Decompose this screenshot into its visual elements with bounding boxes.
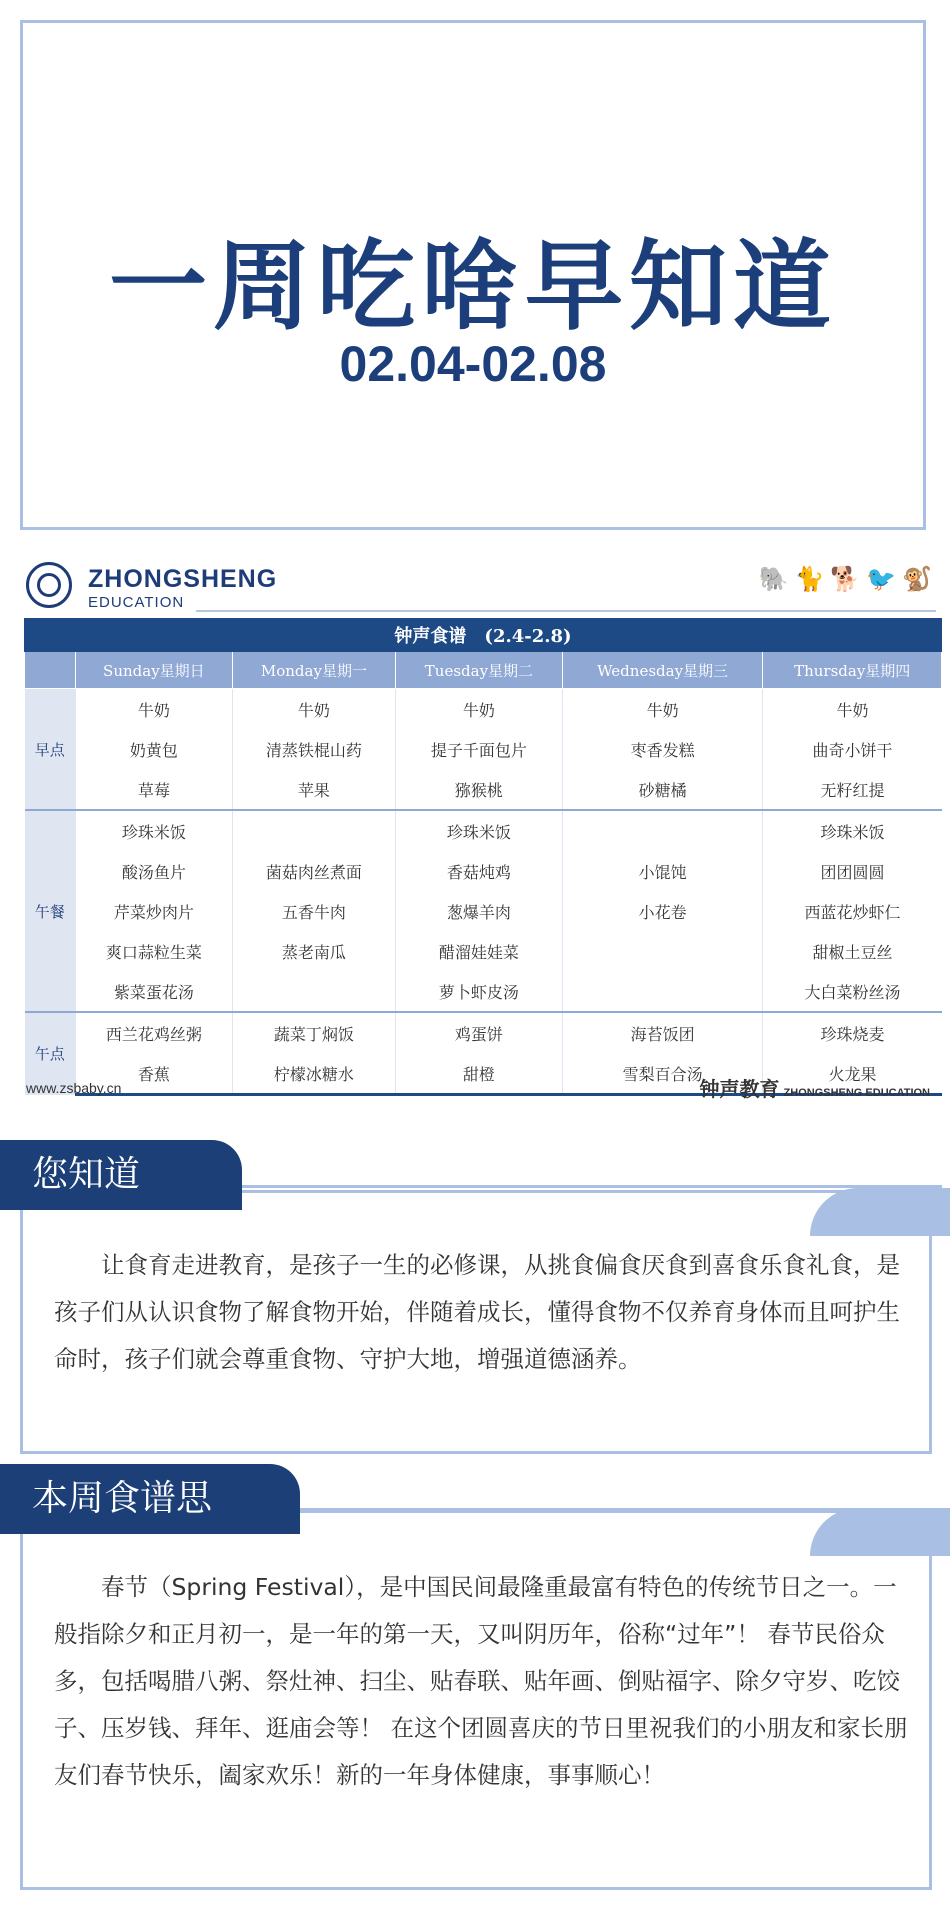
menu-cell: 草莓 [76,769,233,810]
menu-cell: 雪梨百合汤 [562,1053,763,1095]
menu-cell: 甜橙 [396,1053,563,1095]
menu-cell: 牛奶 [396,689,563,730]
header-corner [25,652,76,689]
corner-decoration [810,1508,950,1556]
menu-cell: 香菇炖鸡 [396,851,563,891]
day-header: Wednesday星期三 [562,652,763,689]
menu-cell: 芹菜炒肉片 [76,891,233,931]
menu-cell: 西兰花鸡丝粥 [76,1012,233,1053]
table-row [25,1012,942,1053]
menu-cell: 蒸老南瓜 [232,931,395,971]
menu-cell [562,971,763,1012]
section-title-menu-idea: 本周食谱思路： [0,1464,300,1534]
menu-cell [232,971,395,1012]
table-row [25,851,942,891]
menu-cell: 砂糖橘 [562,769,763,810]
website-link[interactable]: www.zsbaby.cn [26,1080,122,1096]
menu-cell: 珍珠烧麦 [763,1012,942,1053]
corner-decoration [810,1188,950,1236]
menu-cell: 曲奇小饼干 [763,729,942,769]
table-row [25,810,942,851]
divider [300,1508,942,1511]
menu-cell: 珍珠米饭 [76,810,233,851]
menu-cell: 葱爆羊肉 [396,891,563,931]
menu-image [20,540,942,1120]
menu-idea-text: 春节（Spring Festival），是中国民间最隆重最富有特色的传统节日之一。一般指除夕和正月初一，是一年的第一天，又叫阴历年，俗称“过年”！ 春节民俗众多，包括喝腊八粥、祭灶神、扫尘、贴春联、贴年画、倒贴福字、除夕守岁、吃饺子、压岁钱、拜年、逛庙会等！ 在这个团圆喜庆的节日里祝我们的小朋友和家长朋友们春节快乐，阖家欢乐！新的一年身体健康，事事顺心！ [54,1573,908,1789]
meal-label: 午点 [25,1012,76,1095]
day-header: Thursday星期四 [763,652,942,689]
meal-label: 午餐 [25,810,76,1012]
cat-icon: 🐈 [794,565,825,593]
brand-sub: EDUCATION [88,594,185,611]
elephant-icon: 🐘 [758,565,789,593]
menu-cell [562,931,763,971]
menu-cell: 猕猴桃 [396,769,563,810]
menu-cell: 西蓝花炒虾仁 [763,891,942,931]
menu-cell: 大白菜粉丝汤 [763,971,942,1012]
menu-cell: 牛奶 [562,689,763,730]
day-header: Tuesday星期二 [396,652,563,689]
date-range: 02.04-02.08 [339,336,607,392]
table-row [25,891,942,931]
menu-cell: 紫菜蛋花汤 [76,971,233,1012]
menu-cell: 甜椒土豆丝 [763,931,942,971]
table-row [25,769,942,810]
menu-cell: 醋溜娃娃菜 [396,931,563,971]
table-row [25,931,942,971]
menu-cell: 小花卷 [562,891,763,931]
menu-cell [562,810,763,851]
menu-table [24,618,942,1096]
menu-cell: 海苔饭团 [562,1012,763,1053]
menu-cell: 清蒸铁棍山药 [232,729,395,769]
menu-cell: 枣香发糕 [562,729,763,769]
day-header: Monday星期一 [232,652,395,689]
bird-icon: 🐦 [866,565,897,593]
meal-label: 早点 [25,689,76,811]
menu-caption: 钟声食谱 (2.4-2.8) [25,619,942,652]
logo-row [20,552,942,612]
dog-icon: 🐕 [830,565,861,593]
menu-cell: 火龙果 [763,1053,942,1095]
table-row [25,729,942,769]
day-header: Sunday星期日 [76,652,233,689]
menu-cell: 苹果 [232,769,395,810]
menu-cell: 酸汤鱼片 [76,851,233,891]
menu-cell: 香蕉 [76,1053,233,1095]
menu-cell: 珍珠米饭 [396,810,563,851]
menu-cell: 爽口蒜粒生菜 [76,931,233,971]
menu-cell: 萝卜虾皮汤 [396,971,563,1012]
menu-cell: 五香牛肉 [232,891,395,931]
page-title: 一周吃啥早知道 [108,230,837,344]
menu-cell: 菌菇肉丝煮面 [232,851,395,891]
menu-cell: 柠檬冰糖水 [232,1053,395,1095]
menu-cell: 无籽红提 [763,769,942,810]
divider [196,610,936,612]
monkey-icon: 🐒 [902,565,932,593]
menu-cell: 提子千面包片 [396,729,563,769]
menu-cell: 牛奶 [763,689,942,730]
menu-cell: 小馄饨 [562,851,763,891]
menu-cell: 蔬菜丁焖饭 [232,1012,395,1053]
menu-cell: 珍珠米饭 [763,810,942,851]
brand-name: ZHONGSHENG [88,565,278,593]
did-you-know-text: 让食育走进教育，是孩子一生的必修课，从挑食偏食厌食到喜食乐食礼食，是孩子们从认识食物了解食物开始，伴随着成长，懂得食物不仅养育身体而且呵护生命时，孩子们就会尊重食物、守护大地，增强道德涵养。 [54,1251,900,1373]
footer-brand [700,1073,930,1102]
table-row [25,689,942,730]
menu-cell: 奶黄包 [76,729,233,769]
school-logo-icon [26,562,72,608]
section-title-did-you-know: 您知道吗？ [0,1140,242,1210]
menu-cell: 牛奶 [76,689,233,730]
menu-cell: 牛奶 [232,689,395,730]
footer-brand-cn: 钟声教育 [699,1079,780,1101]
hero-card [20,20,926,530]
footer-brand-en: ZHONGSHENG EDUCATION [783,1087,930,1099]
divider [242,1185,942,1188]
menu-cell: 团团圆圆 [763,851,942,891]
menu-cell: 鸡蛋饼 [396,1012,563,1053]
animal-decoration [759,564,932,594]
table-row [25,971,942,1012]
menu-cell [232,810,395,851]
